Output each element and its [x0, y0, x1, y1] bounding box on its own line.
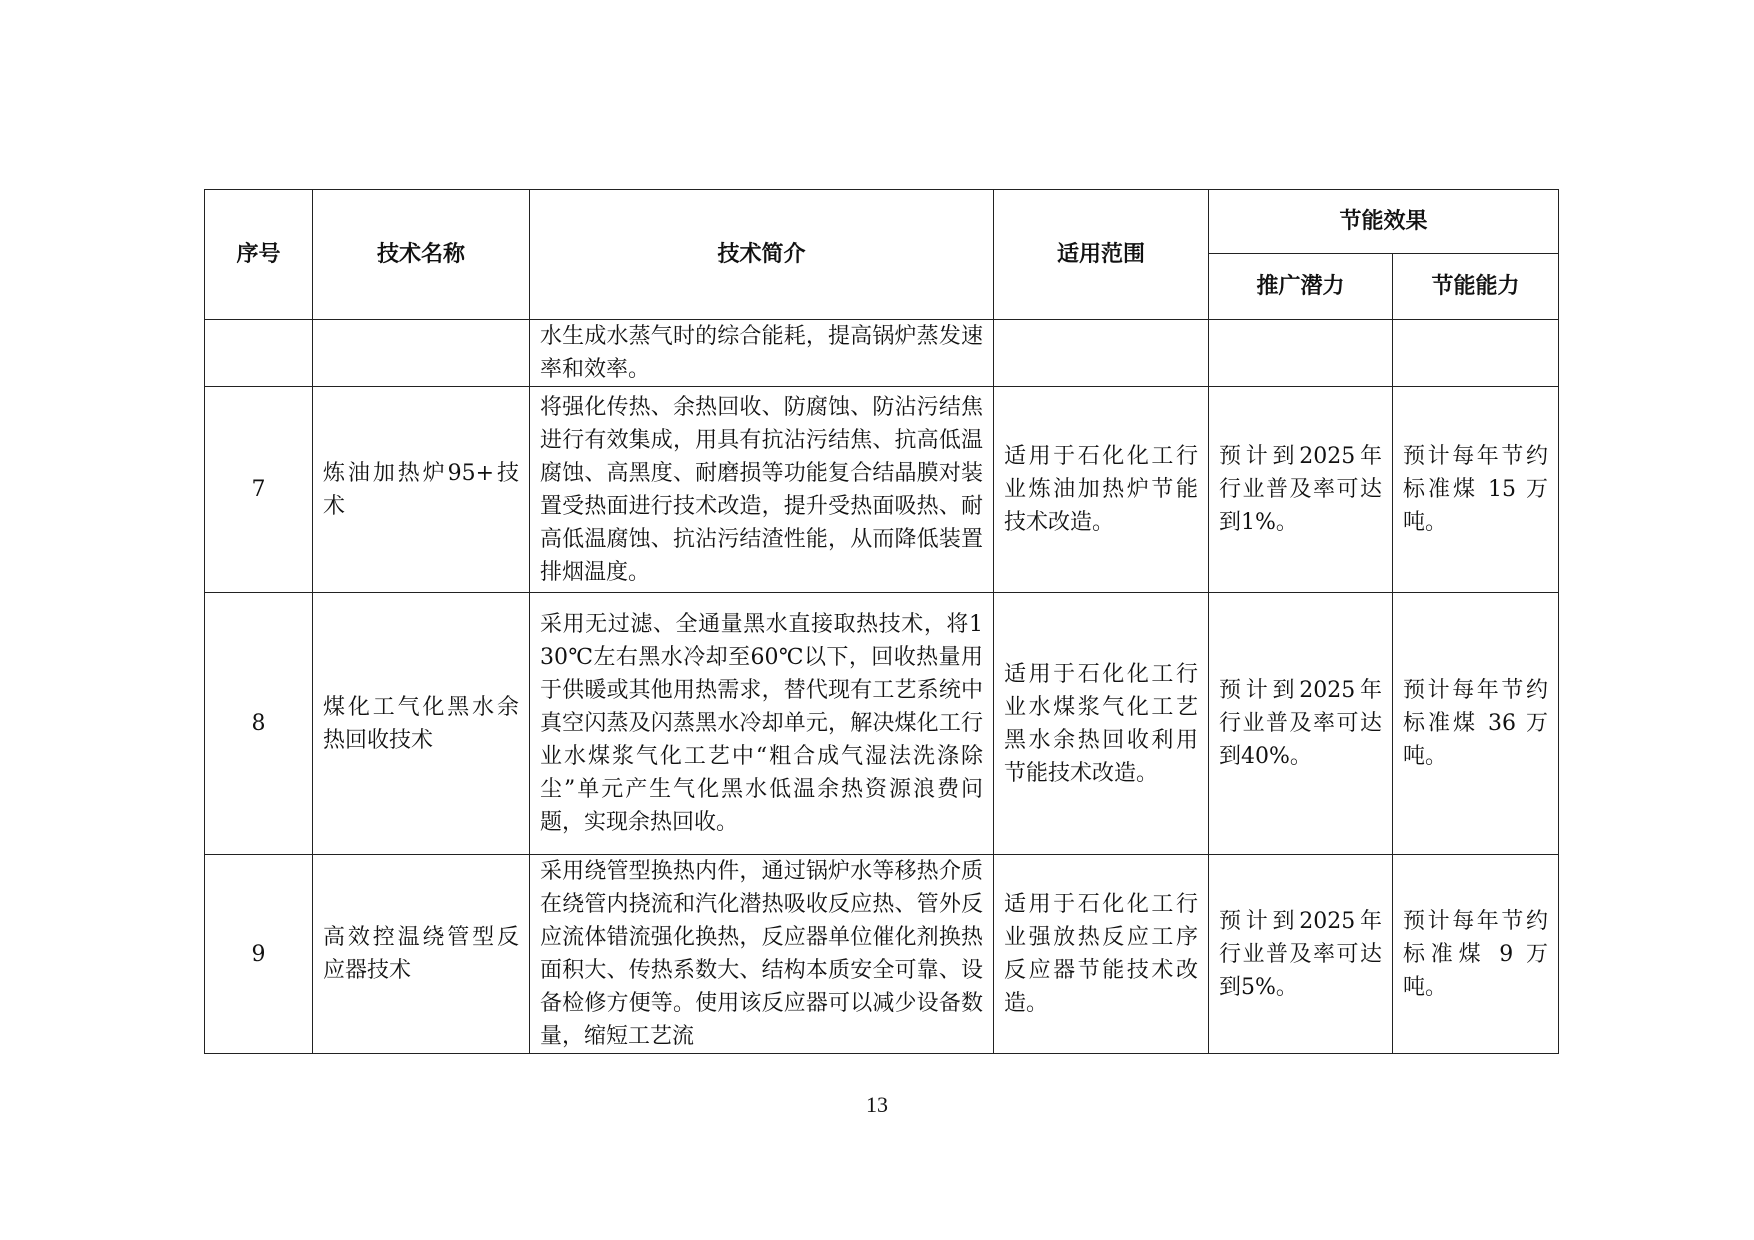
- table-row: [205, 593, 1559, 855]
- row-tech-intro: 将强化传热、余热回收、防腐蚀、防沾污结焦进行有效集成，用具有抗沾污结焦、抗高低温腐蚀、高黑度、耐磨损等功能复合结晶膜对装置受热面进行技术改造，提升受热面吸热、耐高低温腐蚀、抗沾污结渣性能，从而降低装置排烟温度。: [530, 387, 994, 593]
- header-energy-effect: 节能效果: [1209, 190, 1559, 254]
- row-tech-intro: 采用绕管型换热内件，通过锅炉水等移热介质在绕管内挠流和汽化潜热吸收反应热、管外反应流体错流强化换热，反应器单位催化剂换热面积大、传热系数大、结构本质安全可靠、设备检修方便等。使用该反应器可以减少设备数量，缩短工艺流: [530, 855, 994, 1054]
- row-tech-intro: 水生成水蒸气时的综合能耗，提高锅炉蒸发速率和效率。: [530, 320, 994, 387]
- row-scope: 适用于石化化工行业炼油加热炉节能技术改造。: [994, 387, 1209, 593]
- page-number: 13: [866, 1092, 888, 1117]
- row-tech-name: 煤化工气化黑水余热回收技术: [313, 593, 530, 855]
- row-index: [205, 320, 313, 387]
- row-tech-name: 高效控温绕管型反应器技术: [313, 855, 530, 1054]
- row-tech-intro: 采用无过滤、全通量黑水直接取热技术，将130℃左右黑水冷却至60℃以下，回收热量用于供暖或其他用热需求，替代现有工艺系统中真空闪蒸及闪蒸黑水冷却单元，解决煤化工行业水煤浆气化工艺中“粗合成气湿法洗涤除尘”单元产生气化黑水低温余热资源浪费问题，实现余热回收。: [530, 593, 994, 855]
- table-row: [205, 855, 1559, 1054]
- header-scope: 适用范围: [994, 190, 1209, 320]
- row-tech-name: [313, 320, 530, 387]
- header-potential: 推广潜力: [1209, 254, 1393, 320]
- row-capacity: 预计每年节约标准煤 36 万吨。: [1393, 593, 1559, 855]
- row-potential: [1209, 320, 1393, 387]
- row-capacity: 预计每年节约标准煤 9 万吨。: [1393, 855, 1559, 1054]
- header-tech-intro: 技术简介: [530, 190, 994, 320]
- row-potential: 预计到2025年行业普及率可达到40%。: [1209, 593, 1393, 855]
- header-tech-name: 技术名称: [313, 190, 530, 320]
- header-index: 序号: [205, 190, 313, 320]
- header-capacity: 节能能力: [1393, 254, 1559, 320]
- row-tech-name: 炼油加热炉95+技术: [313, 387, 530, 593]
- row-capacity: 预计每年节约标准煤 15 万吨。: [1393, 387, 1559, 593]
- row-index: 9: [205, 855, 313, 1054]
- row-potential: 预计到2025年行业普及率可达到5%。: [1209, 855, 1393, 1054]
- row-scope: [994, 320, 1209, 387]
- row-index: 7: [205, 387, 313, 593]
- row-potential: 预计到2025年行业普及率可达到1%。: [1209, 387, 1393, 593]
- row-index: 8: [205, 593, 313, 855]
- table-row: [205, 320, 1559, 387]
- energy-saving-technology-table: [204, 189, 1559, 1054]
- table-row: [205, 387, 1559, 593]
- row-capacity: [1393, 320, 1559, 387]
- row-scope: 适用于石化化工行业水煤浆气化工艺黑水余热回收利用节能技术改造。: [994, 593, 1209, 855]
- row-scope: 适用于石化化工行业强放热反应工序反应器节能技术改造。: [994, 855, 1209, 1054]
- table-header-row: [205, 190, 1559, 254]
